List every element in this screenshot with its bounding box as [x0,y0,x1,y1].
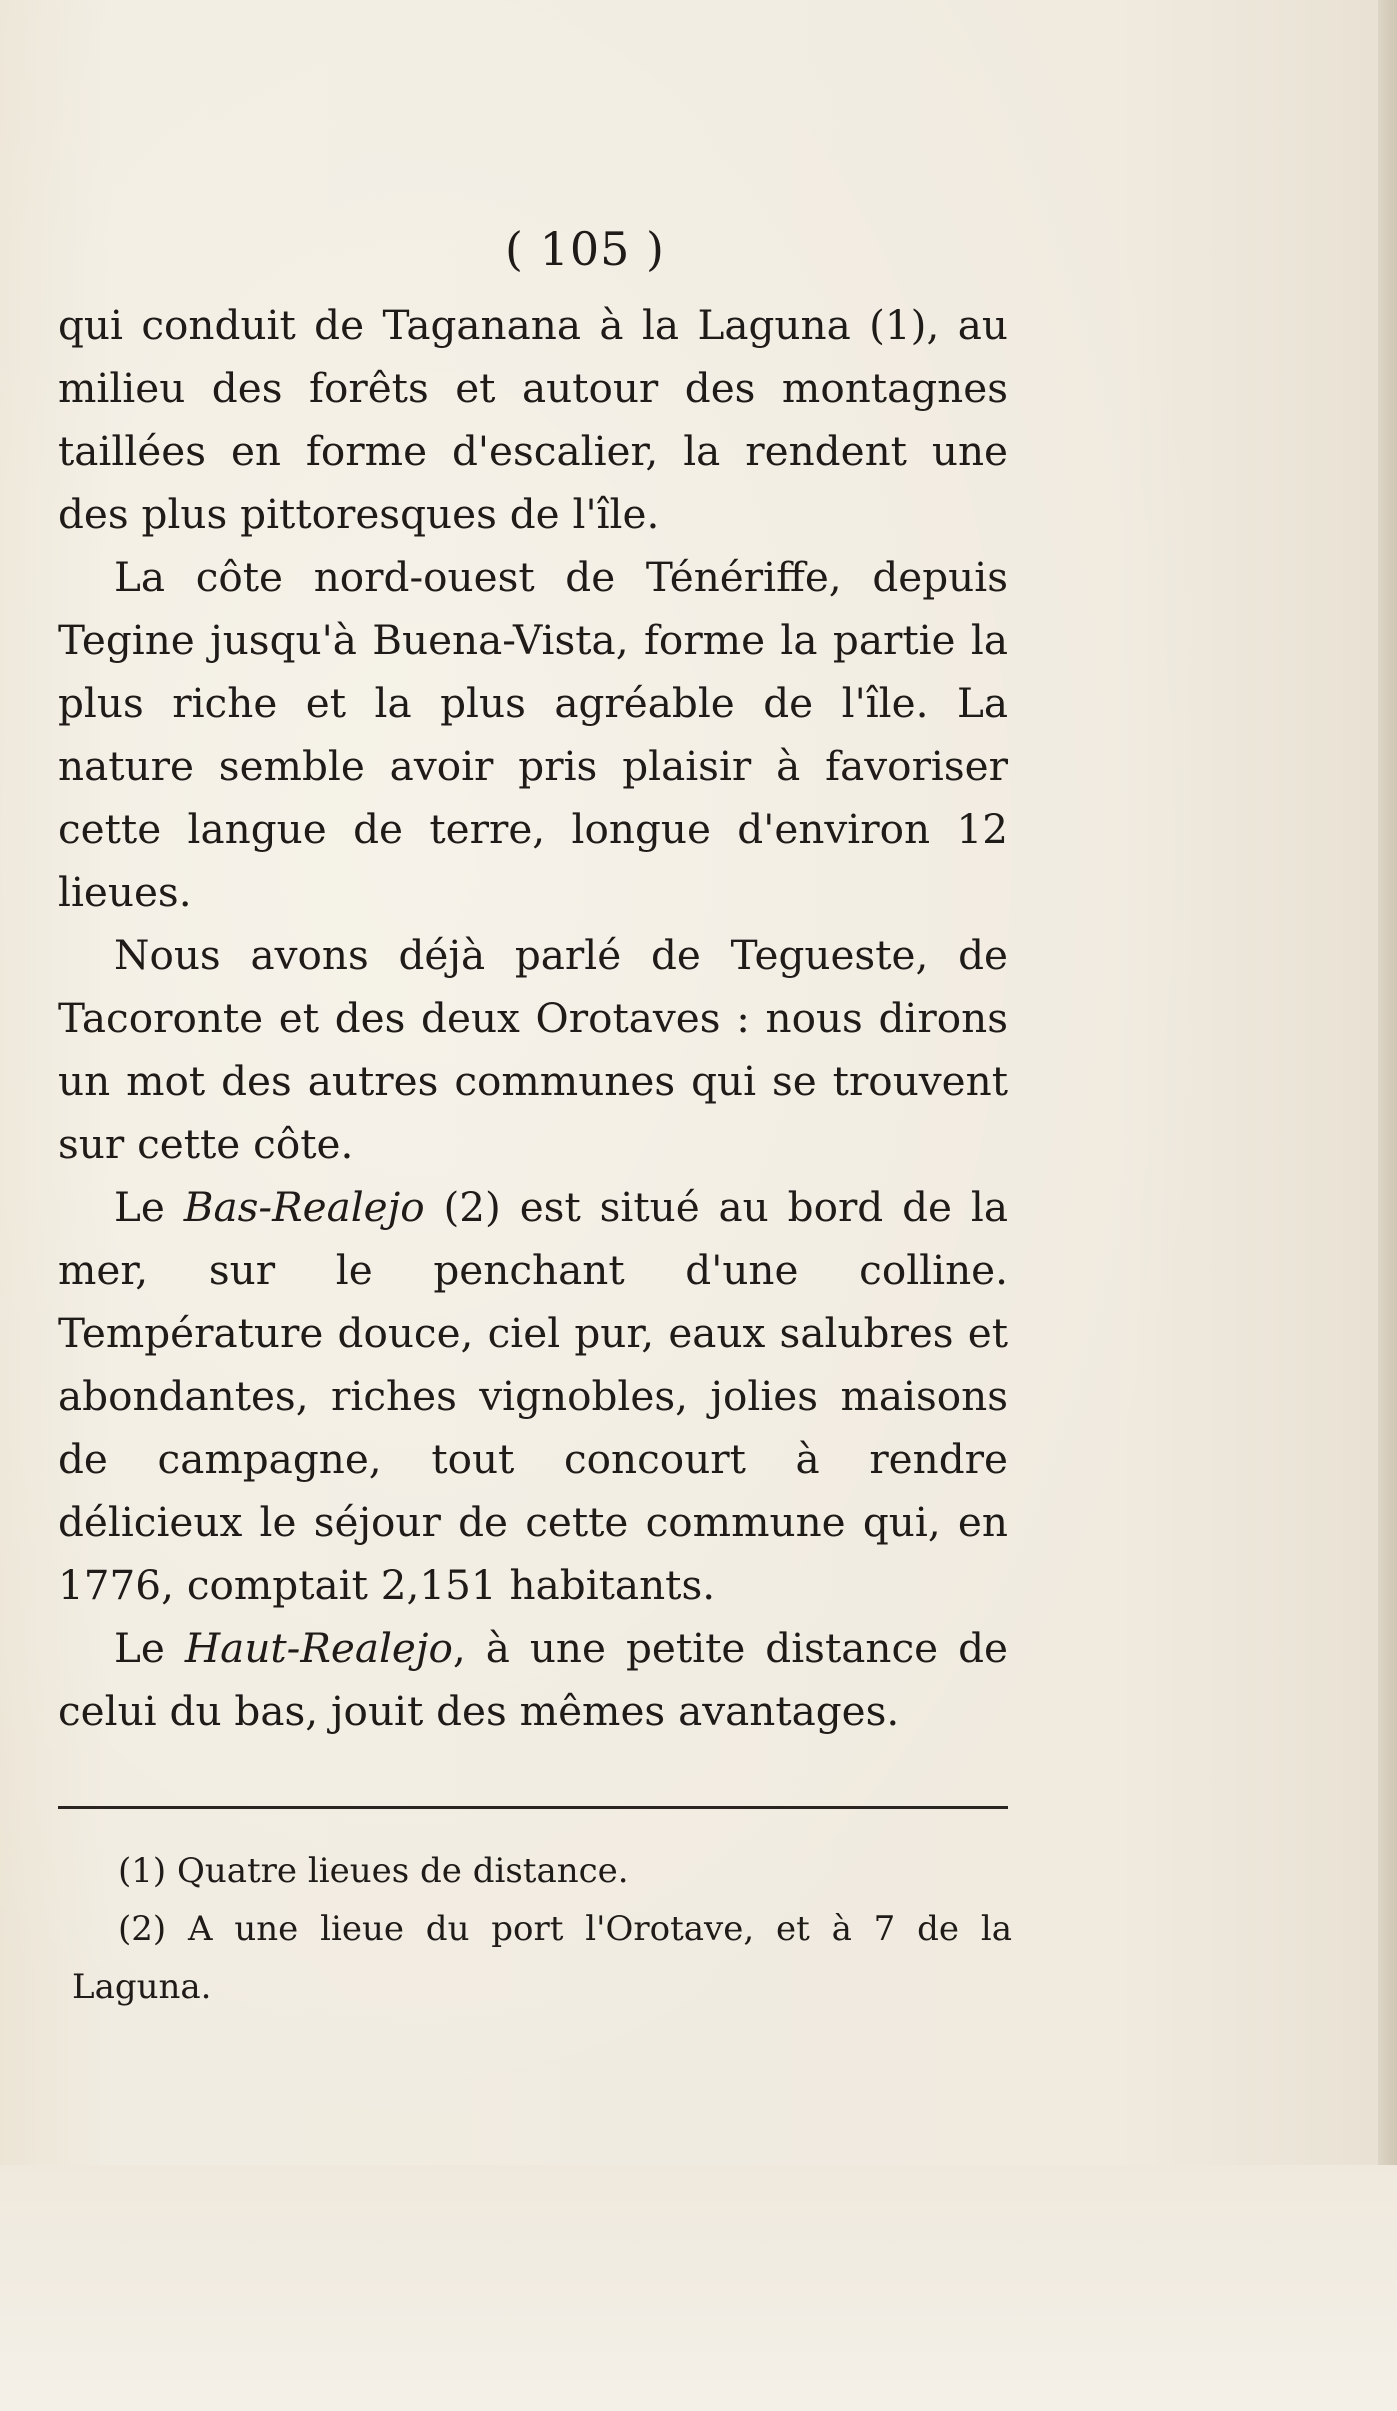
paragraph-5 [58,1617,1008,1743]
footnote-1: (1) Quatre lieues de distance. [118,1851,629,1891]
paragraph-4 [58,1176,1008,1617]
footnotes [72,1842,1012,2016]
place-name-bas-realejo: Bas-Realejo [183,1183,425,1231]
paragraph-2: La côte nord-ouest de Ténériffe, depuis Tegine jusqu'à Buena-Vista, forme la partie la plus riche et la plus agréable de l'île. La nature semble avoir pris plaisir à favoriser cette langue de terre, longue d'environ 12 lieues. [58,553,1008,916]
paragraph-5-text: , à une petite distance de celui du bas, jouit des mêmes avantages. [58,1624,1008,1735]
page-gutter [1378,0,1397,2411]
paragraph-1: qui conduit de Taganana à la Laguna (1), au milieu des forêts et autour des montagnes taillées en forme d'escalier, la rendent une des plus pittoresques de l'île. [58,301,1008,538]
paragraph-5-lead: Le [114,1624,185,1672]
place-name-haut-realejo: Haut-Realejo [184,1624,453,1672]
body-text [58,294,1008,1743]
paragraph-3: Nous avons déjà parlé de Tegueste, de Tacoronte et des deux Orotaves : nous dirons un mot des autres communes qui se trouvent sur cette côte. [58,931,1008,1168]
footnote-2: (2) A une lieue du port l'Orotave, et à 7 de la Laguna. [72,1909,1012,2007]
page-bottom-margin [0,2165,1397,2411]
page-number: ( 105 ) [505,222,665,276]
paragraph-4-lead: Le [114,1183,184,1231]
footnote-separator [58,1806,1008,1809]
paragraph-4-text: (2) est situé au bord de la mer, sur le penchant d'une colline. Température douce, ciel pur, eaux salubres et abondantes, riches vignobles, jolies maisons de campagne, tout concourt à rendre délicieux le séjour de cette commune qui, en 1776, comptait 2,151 habitants. [58,1183,1008,1609]
